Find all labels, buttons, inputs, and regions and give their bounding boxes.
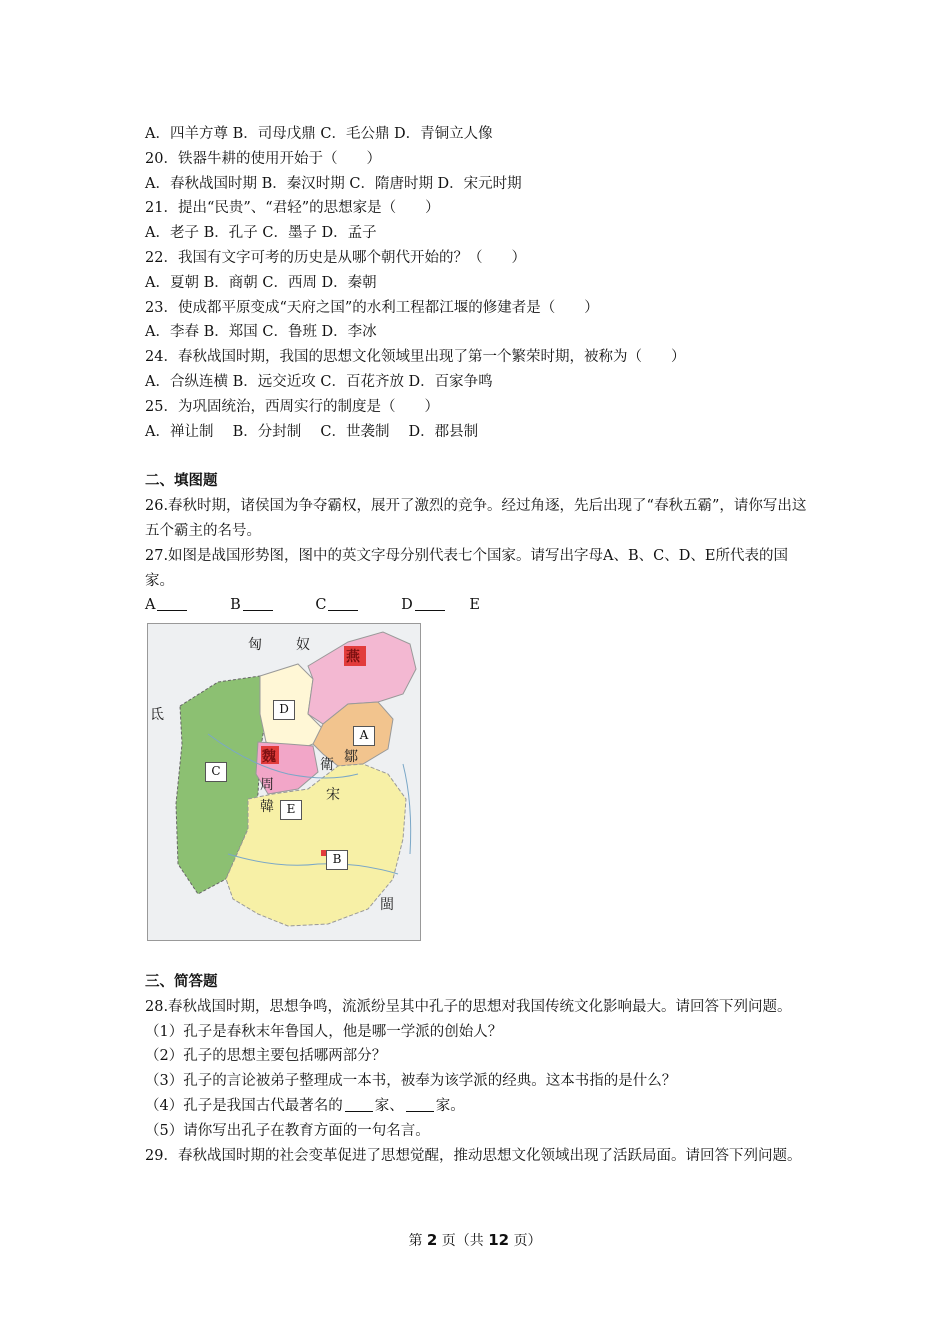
map-label-xiongnu-1: 匈 xyxy=(248,637,262,653)
blank-label-d: D xyxy=(401,597,413,614)
question-26: 26.春秋时期，诸侯国为争夺霸权，展开了激烈的竞争。经过角逐，先后出现了“春秋五霸”，请你写出这五个霸主的名号。 xyxy=(145,498,807,539)
question-28-4 xyxy=(145,1094,815,1119)
warring-states-map xyxy=(147,623,421,941)
question-24: 24．春秋战国时期，我国的思想文化领域里出现了第一个繁荣时期，被称为（ ） xyxy=(145,349,686,366)
section-2-title: 二、填图题 xyxy=(145,472,218,490)
document-page xyxy=(145,122,815,618)
q20-options: A．春秋战国时期 B．秦汉时期 C．隋唐时期 D．宋元时期 xyxy=(145,175,522,192)
question-22: 22．我国有文字可考的历史是从哪个朝代开始的？（ ） xyxy=(145,249,526,266)
blank-label-e: E xyxy=(469,597,480,614)
footer-pre: 第 xyxy=(408,1233,423,1249)
question-28-5: （5）请你写出孔子在教育方面的一句名言。 xyxy=(145,1122,430,1139)
footer-mid: 页（共 xyxy=(441,1233,484,1249)
map-box-a: A xyxy=(353,726,375,746)
map-label-han: 韓 xyxy=(260,799,274,815)
map-label-wei2: 衛 xyxy=(320,757,334,773)
answer-blank-c[interactable] xyxy=(328,596,358,611)
blank-label-c: C xyxy=(315,597,327,614)
q28-4-blank-1[interactable] xyxy=(345,1097,373,1112)
map-label-zhou: 周 xyxy=(260,777,274,793)
q28-4-text-a: （4）孔子是我国古代最著名的 xyxy=(145,1097,343,1114)
question-28: 28.春秋战国时期，思想争鸣，流派纷呈其中孔子的思想对我国传统文化影响最大。请回答下列问题。 xyxy=(145,998,792,1015)
footer-total-pages: 12 xyxy=(488,1231,510,1249)
map-graphic xyxy=(148,624,420,940)
q19-options: A．四羊方尊 B．司母戊鼎 C．毛公鼎 D．青铜立人像 xyxy=(145,126,493,142)
blank-label-a: A xyxy=(145,597,156,614)
q27-answer-blanks xyxy=(145,593,815,618)
map-box-e: E xyxy=(280,800,302,820)
answer-blank-b[interactable] xyxy=(243,596,273,611)
question-25: 25．为巩固统治，西周实行的制度是（ ） xyxy=(145,398,439,415)
page-footer xyxy=(0,1230,950,1250)
q21-options: A．老子 B．孔子 C．墨子 D．孟子 xyxy=(145,225,377,242)
section-3-title: 三、简答题 xyxy=(145,973,218,990)
map-box-c: C xyxy=(205,762,227,782)
q28-4-text-b: 家、 xyxy=(374,1097,404,1114)
question-23: 23．使成都平原变成“天府之国”的水利工程都江堰的修建者是（ ） xyxy=(145,299,599,316)
question-20: 20．铁器牛耕的使用开始于（ ） xyxy=(145,150,381,167)
map-label-xiongnu-2: 奴 xyxy=(296,637,310,653)
q24-options: A．合纵连横 B．远交近攻 C．百花齐放 D．百家争鸣 xyxy=(145,373,493,390)
map-label-zou: 鄒 xyxy=(344,749,358,765)
map-label-min: 閩 xyxy=(380,897,394,913)
question-28-1: （1）孔子是春秋末年鲁国人，他是哪一学派的创始人？ xyxy=(145,1023,503,1040)
answer-blank-d[interactable] xyxy=(415,596,445,611)
question-28-2: （2）孔子的思想主要包括哪两部分？ xyxy=(145,1048,387,1065)
q28-4-blank-2[interactable] xyxy=(406,1097,434,1112)
map-label-yan: 燕 xyxy=(346,649,360,665)
map-box-d: D xyxy=(273,700,295,720)
question-29: 29．春秋战国时期的社会变革促进了思想觉醒，推动思想文化领域出现了活跃局面。请回答下列问题。 xyxy=(145,1147,802,1164)
footer-page-number: 2 xyxy=(426,1231,438,1249)
q23-options: A．李春 B．郑国 C．鲁班 D．李冰 xyxy=(145,324,377,341)
section-3 xyxy=(145,970,815,1168)
map-label-song: 宋 xyxy=(326,787,340,803)
map-label-di: 氐 xyxy=(150,707,164,723)
map-box-b: B xyxy=(326,850,348,870)
question-28-3: （3）孔子的言论被弟子整理成一本书，被奉为该学派的经典。这本书指的是什么？ xyxy=(145,1073,677,1090)
map-label-wei: 魏 xyxy=(262,749,276,765)
answer-blank-a[interactable] xyxy=(157,596,187,611)
question-21: 21．提出“民贵”、“君轻”的思想家是（ ） xyxy=(145,200,440,217)
footer-post: 页） xyxy=(513,1233,542,1249)
blank-label-b: B xyxy=(230,597,241,614)
q28-4-text-c: 家。 xyxy=(435,1097,465,1114)
question-27: 27.如图是战国形势图，图中的英文字母分别代表七个国家。请写出字母A、B、C、D、E所代表的国家。 xyxy=(145,547,788,589)
q22-options: A．夏朝 B．商朝 C．西周 D．秦朝 xyxy=(145,274,377,291)
q25-options: A．禅让制 B．分封制 C．世袭制 D．郡县制 xyxy=(145,423,479,440)
